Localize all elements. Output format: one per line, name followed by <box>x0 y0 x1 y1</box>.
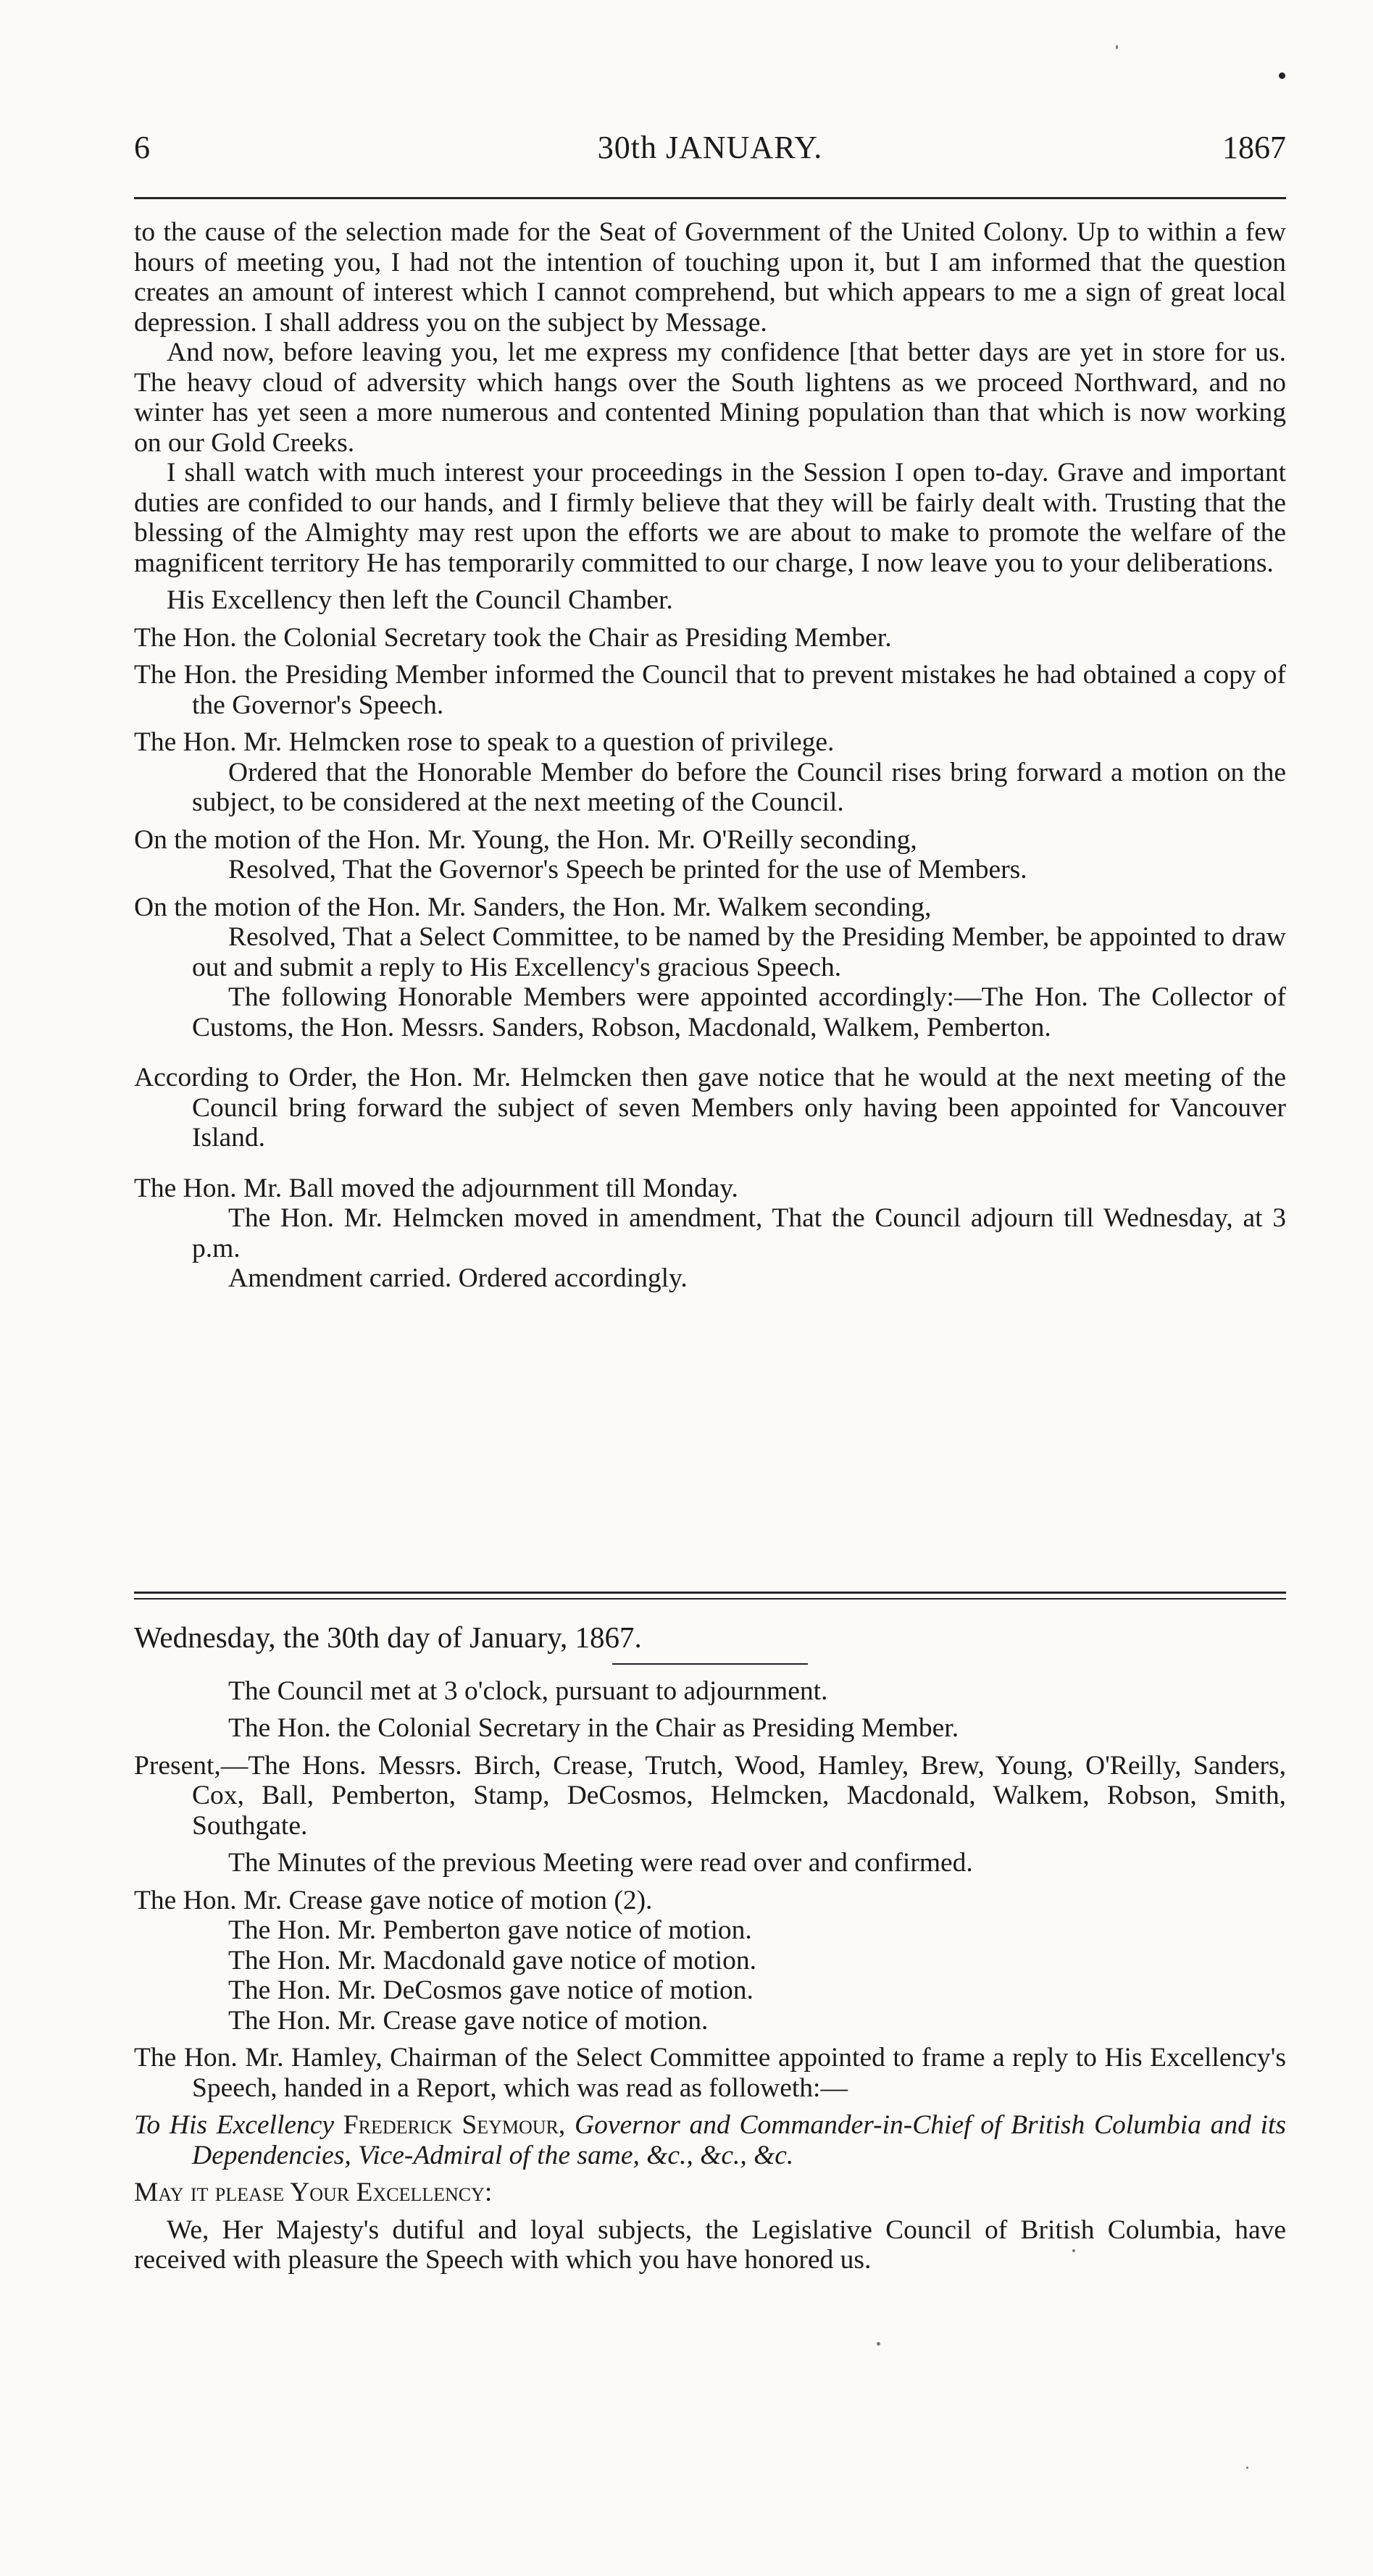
speech-copy-entry: The Hon. the Presiding Member informed the Council that to prevent mistakes he had obtained a copy of the Governor's Speech. <box>134 660 1286 720</box>
hamley-report-entry: The Hon. Mr. Hamley, Chairman of the Select Committee appointed to frame a reply to His Excellency's Speech, handed in a Report, which was read as followeth:— <box>134 2043 1286 2103</box>
address-heading <box>134 2110 1286 2170</box>
page-header <box>134 129 1286 165</box>
running-title: 30th JANUARY. <box>597 130 823 165</box>
governor-name: Frederick Seymour, <box>343 2110 566 2140</box>
helmcken-notice-entry: According to Order, the Hon. Mr. Helmcken then gave notice that he would at the next meeting of the Council bring forward the subject of seven Members only having been appointed for Vancouver Island. <box>134 1063 1286 1153</box>
address-to: To His Excellency <box>134 2110 335 2140</box>
crease-notice-entry: The Hon. Mr. Crease gave notice of motion (2). <box>134 1885 653 1915</box>
salutation-line: May it please Your Excellency: <box>134 2178 493 2207</box>
young-motion-entry: On the motion of the Hon. Mr. Young, the Hon. Mr. O'Reilly seconding, <box>134 824 917 855</box>
privilege-order: Ordered that the Honorable Member do before the Council rises bring forward a motion on the subject, to be considered at the next meeting of the Council. <box>192 757 1286 817</box>
adjournment-amendment: The Hon. Mr. Helmcken moved in amendment, That the Council adjourn till Wednesday, at 3 p.m. <box>192 1203 1286 1263</box>
decosmos-notice-entry: The Hon. Mr. DeCosmos gave notice of motion. <box>228 1975 754 2005</box>
council-met-entry: The Council met at 3 o'clock, pursuant to adjournment. <box>228 1676 828 1706</box>
page-number: 6 <box>134 130 150 165</box>
speech-paragraph-2: And now, before leaving you, let me express my confidence [that better days are yet in store for us. The heavy cloud of adversity which hangs over the South lightens as we proceed Northward, and no winter has yet seen a more numerous and contented Mining population than that which is now working on our Gold Creeks. <box>134 338 1286 458</box>
section-double-rule-top <box>134 1592 1286 1594</box>
sanders-motion-entry: On the motion of the Hon. Mr. Sanders, the Hon. Mr. Walkem seconding, <box>134 892 932 922</box>
young-motion-resolution: Resolved, That the Governor's Speech be printed for the use of Members. <box>228 855 1027 885</box>
minutes-confirmed-entry: The Minutes of the previous Meeting were read over and confirmed. <box>228 1848 973 1878</box>
amendment-result: Amendment carried. Ordered accordingly. <box>228 1263 688 1293</box>
members-present-list: Present,—The Hons. Messrs. Birch, Crease, Trutch, Wood, Hamley, Brew, Young, O'Reilly, Sanders, Cox, Ball, Pemberton, Stamp, DeCosmos, Helmcken, Macdonald, Walkem, Robson, Smith, Southgate. <box>134 1750 1286 1841</box>
macdonald-notice-entry: The Hon. Mr. Macdonald gave notice of motion. <box>228 1945 756 1975</box>
header-year: 1867 <box>1222 130 1286 165</box>
section-double-rule-bottom <box>134 1598 1286 1599</box>
proceedings-section-1 <box>134 217 1286 1294</box>
date-underline-rule <box>612 1663 808 1665</box>
crease-second-notice-entry: The Hon. Mr. Crease gave notice of motion. <box>228 2005 709 2036</box>
sitting-date-heading: Wednesday, the 30th day of January, 1867. <box>134 1621 642 1654</box>
address-opening-paragraph: We, Her Majesty's dutiful and loyal subjects, the Legislative Council of British Columbia, have received with pleasure the Speech with which you have honored us. <box>134 2215 1286 2275</box>
chair-entry: The Hon. the Colonial Secretary in the Chair as Presiding Member. <box>228 1713 959 1743</box>
committee-members-list: The following Honorable Members were appointed accordingly:—The Hon. The Collector of Customs, the Hon. Messrs. Sanders, Robson, Macdonald, Walkem, Pemberton. <box>192 982 1286 1042</box>
address-titles: Governor and Commander-in-Chief of British Columbia and its Dependencies, Vice-Admiral of the same, &c., &c., &c. <box>192 2110 1286 2170</box>
proceedings-section-2 <box>134 1623 1286 2275</box>
select-committee-resolution: Resolved, That a Select Committee, to be named by the Presiding Member, be appointed to draw out and submit a reply to His Excellency's gracious Speech. <box>192 922 1286 982</box>
adjournment-motion-entry: The Hon. Mr. Ball moved the adjournment till Monday. <box>134 1173 738 1203</box>
colonial-secretary-chair-entry: The Hon. the Colonial Secretary took the Chair as Presiding Member. <box>134 622 892 653</box>
speech-paragraph-1: to the cause of the selection made for the Seat of Government of the United Colony. Up to within a few hours of meeting you, I had not the intention of touching upon it, but I am informed that the question creates an amount of interest which I cannot comprehend, but which appears to me a sign of great local depression. I shall address you on the subject by Message. <box>134 217 1286 338</box>
governor-left-entry: His Excellency then left the Council Chamber. <box>167 585 673 615</box>
privilege-entry: The Hon. Mr. Helmcken rose to speak to a question of privilege. <box>134 727 835 757</box>
header-rule <box>134 197 1286 199</box>
scan-speck <box>1116 45 1118 49</box>
speech-paragraph-3: I shall watch with much interest your proceedings in the Session I open to-day. Grave and important duties are confided to our hands, and I firmly believe that they will be fairly dealt with. Trusting that the blessing of the Almighty may rest upon the efforts we are about to make to promote the welfare of the magnificent territory He has temporarily committed to our charge, I now leave you to your deliberations. <box>134 458 1286 578</box>
scan-speck <box>1246 2467 1248 2469</box>
scan-speck <box>1279 72 1285 79</box>
pemberton-notice-entry: The Hon. Mr. Pemberton gave notice of motion. <box>228 1915 752 1945</box>
scan-speck <box>877 2342 880 2346</box>
scan-speck <box>1072 2249 1075 2252</box>
